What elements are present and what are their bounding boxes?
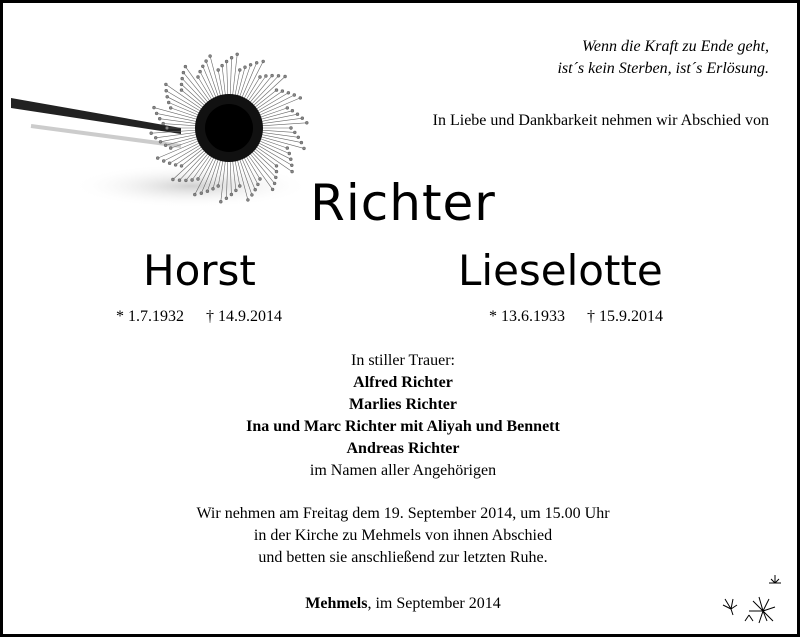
mourner-name: Ina und Marc Richter mit Aliyah und Bennett [246,418,560,435]
death-date: † 15.9.2014 [587,308,663,325]
mourner-name: Alfred Richter [353,374,453,391]
ceremony-block [3,503,800,569]
mourners-block [3,350,800,482]
motto [557,36,769,80]
first-name-lieselotte: Lieselotte [458,246,663,295]
mourner-name: Marlies Richter [349,396,457,413]
intro-text: In Liebe und Dankbarkeit nehmen wir Abschied von [432,112,769,129]
birth-date: * 13.6.1933 [489,308,565,325]
first-name-horst: Horst [143,246,256,295]
birth-date: * 1.7.1932 [116,308,184,325]
signoff-date: , im September 2014 [367,595,501,612]
dandelion-seeds-icon [719,573,789,628]
death-date: † 14.9.2014 [206,308,282,325]
ceremony-line: in der Kirche zu Mehmels von ihnen Abschied [253,527,553,544]
dates-horst [116,306,282,328]
mourners-footer: im Namen aller Angehörigen [309,462,497,479]
signoff-place: Mehmels [305,595,368,612]
dates-lieselotte [489,306,663,328]
ceremony-line: Wir nehmen am Freitag dem 19. September 2014, um 15.00 Uhr [196,505,610,522]
family-surname: Richter [310,174,496,232]
mourner-name: Andreas Richter [346,440,460,457]
motto-line-2: ist´s kein Sterben, ist´s Erlösung. [557,60,769,77]
ceremony-line: und betten sie anschließend zur letzten Ruhe. [258,549,548,566]
motto-line-1: Wenn die Kraft zu Ende geht, [582,38,769,55]
mourners-heading: In stiller Trauer: [351,352,455,369]
signoff [3,593,800,615]
